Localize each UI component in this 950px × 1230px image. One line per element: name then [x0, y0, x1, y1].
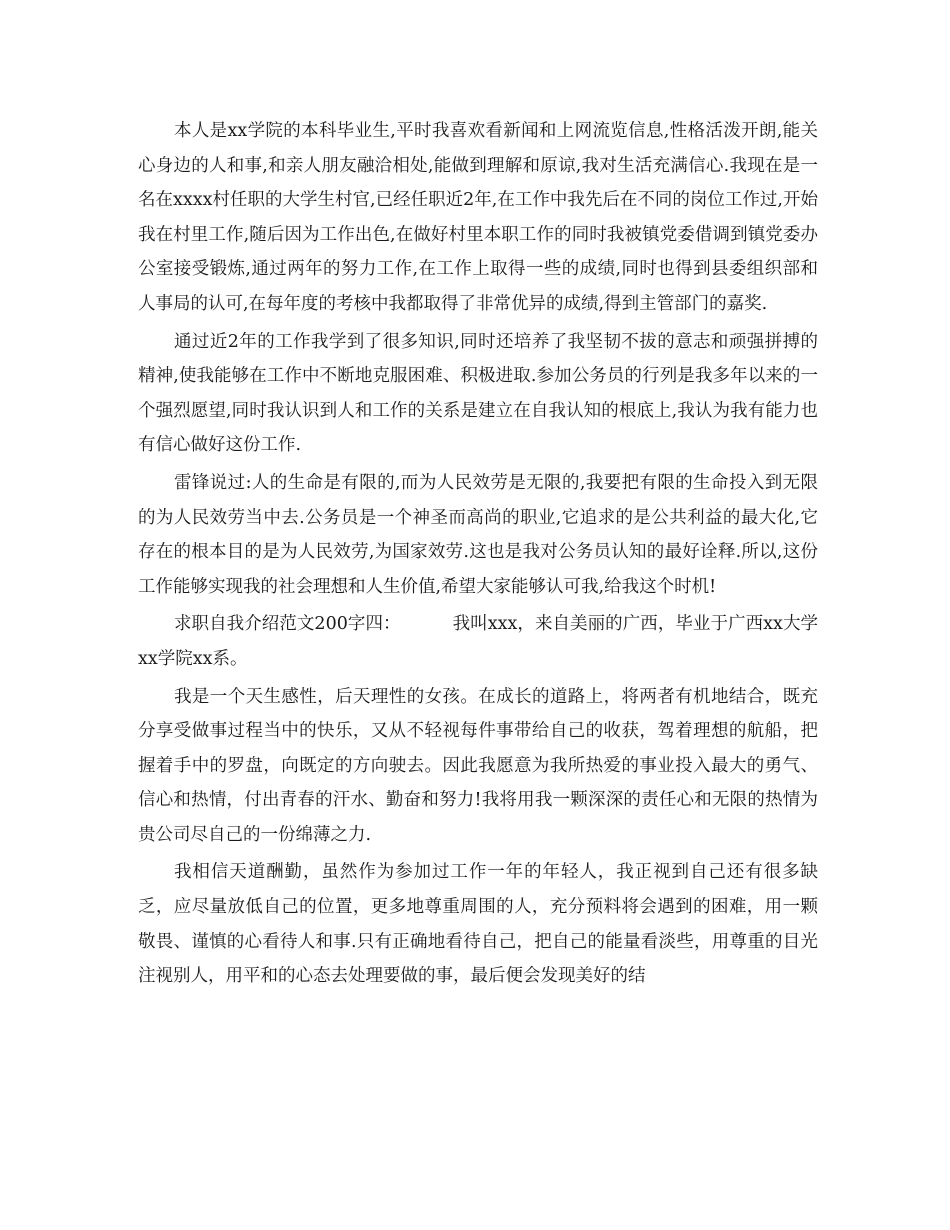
paragraph-4 — [138, 607, 818, 676]
document-body — [138, 114, 818, 994]
section-heading: 求职自我介绍范文200字四： — [174, 614, 401, 635]
paragraph-6: 我相信天道酬勤，虽然作为参加过工作一年的年轻人，我正视到自己还有很多缺乏，应尽量放低自己的位置，更多地尊重周围的人，充分预料将会遇到的困难，用一颗敬畏、谨慎的心看待人和事.只有正确地看待自己，把自己的能量看淡些，用尊重的目光注视别人，用平和的心态去处理要做的事，最后便会发现美好的结 — [138, 862, 818, 987]
paragraph-3: 雷锋说过:人的生命是有限的,而为人民效劳是无限的,我要把有限的生命投入到无限的为人民效劳当中去.公务员是一个神圣而高尚的职业,它追求的是公共利益的最大化,它存在的根本目的是为人民效劳,为国家效劳.这也是我对公务员认知的最好诠释.所以,这份工作能够实现我的社会理想和人生价值,希望大家能够认可我,给我这个时机! — [138, 472, 818, 597]
paragraph-4-body: 我叫xxx，来自美丽的广西，毕业于广西xx大学xx学院xx系。 — [138, 614, 818, 669]
paragraph-5: 我是一个天生感性，后天理性的女孩。在成长的道路上，将两者有机地结合，既充分享受做事过程当中的快乐，又从不轻视每件事带给自己的收获，驾着理想的航船，把握着手中的罗盘，向既定的方向驶去。因此我愿意为我所热爱的事业投入最大的勇气、信心和热情，付出青春的汗水、勤奋和努力!我将用我一颗深深的责任心和无限的热情为贵公司尽自己的一份绵薄之力. — [138, 686, 818, 845]
paragraph-2: 通过近2年的工作我学到了很多知识,同时还培养了我坚韧不拔的意志和顽强拼搏的精神,使我能够在工作中不断地克服困难、积极进取.参加公务员的行列是我多年以来的一个强烈愿望,同时我认识到人和工作的关系是建立在自我认知的根底上,我认为我有能力也有信心做好这份工作. — [138, 331, 818, 456]
paragraph-1: 本人是xx学院的本科毕业生,平时我喜欢看新闻和上网流览信息,性格活泼开朗,能关心身边的人和事,和亲人朋友融洽相处,能做到理解和原谅,我对生活充满信心.我现在是一名在xxxx村任职的大学生村官,已经任职近2年,在工作中我先后在不同的岗位工作过,开始我在村里工作,随后因为工作出色,在做好村里本职工作的同时我被镇党委借调到镇党委办公室接受锻炼,通过两年的努力工作,在工作上取得一些的成绩,同时也得到县委组织部和人事局的认可,在每年度的考核中我都取得了非常优异的成绩,得到主管部门的嘉奖. — [138, 121, 818, 314]
